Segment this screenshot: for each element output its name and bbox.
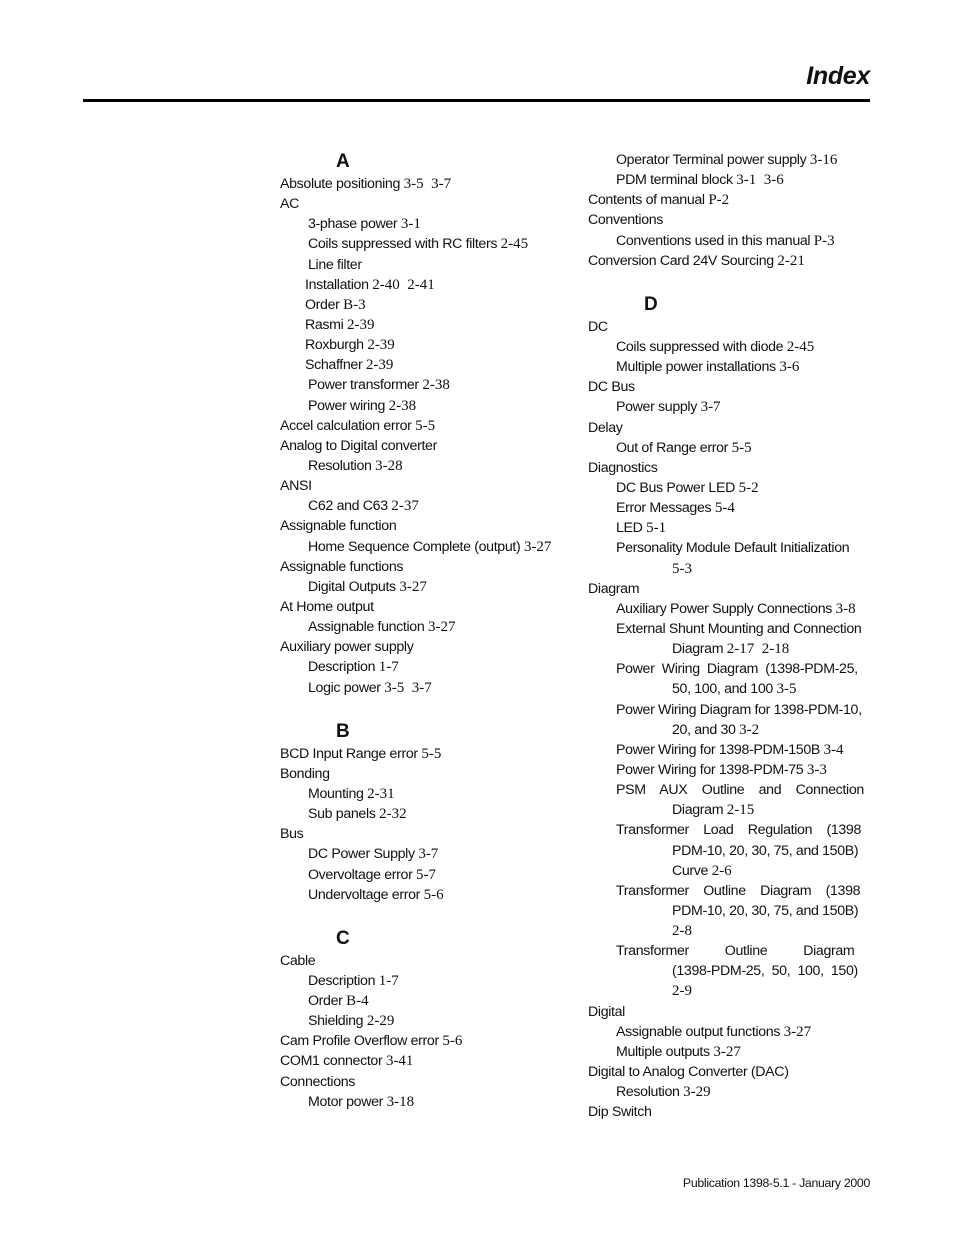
index-entry-term: Digital [588,1003,625,1020]
index-entry-term: Out of Range error [616,439,732,456]
index-entry [588,210,870,230]
index-entry-page-ref[interactable]: 5-3 [672,560,692,577]
index-entry-page-ref[interactable]: 2-38 [422,377,450,394]
index-entry [588,961,870,981]
index-entry-term: Power Wiring Diagram (1398-PDM-25, [616,661,858,678]
index-entry-term: COM1 connector [280,1053,386,1070]
index-entry-term: ANSI [280,478,312,495]
header-rule [83,99,870,102]
index-entry-term: Description [308,659,379,676]
index-entry [280,865,575,885]
index-entry-term: Order [308,993,347,1010]
index-entry [280,255,575,275]
section-letter-heading: B [336,720,350,742]
page-title: Index [806,62,870,90]
index-entry [280,1011,575,1031]
index-entry-term: Coils suppressed with diode [616,338,787,355]
index-entry-term: Cable [280,952,316,969]
index-entry-term: Assignable function [308,619,428,636]
index-entry [280,844,575,864]
index-entry-page-ref[interactable]: 5-5 [421,745,442,762]
publication-footer: Publication 1398-5.1 - January 2000 [682,1176,870,1190]
index-entry-term: 20, and 30 [672,721,740,738]
index-entry [280,1031,575,1051]
index-entry-page-ref[interactable]: 3-6 [779,359,800,376]
index-entry-page-ref[interactable]: 2-39 [347,316,375,333]
index-entry-term: Connections [280,1073,356,1090]
section-spacer [588,271,870,293]
index-entry [280,784,575,804]
index-entry [588,820,870,840]
index-entry-page-ref[interactable]: 3-2 [739,721,760,738]
index-entry-term: Transformer Outline Diagram (1398 [616,882,861,899]
index-entry [588,700,870,720]
index-entry-term: Logic power [308,679,385,696]
index-entry [588,518,870,538]
index-entry [588,317,870,337]
index-entry-term: Resolution [308,457,376,474]
index-entry [280,637,575,657]
index-entry [588,599,870,619]
index-entry-page-ref[interactable]: P-3 [813,232,835,249]
index-entry [588,659,870,679]
index-entry [588,397,870,417]
index-entry-page-ref[interactable]: 3-28 [375,457,403,474]
index-entry [588,720,870,740]
index-entry-term: AC [280,196,300,213]
index-entry-term: Bus [280,826,304,843]
index-entry [588,780,870,800]
index-entry [588,679,870,699]
index-entry [588,1002,870,1022]
index-entry [280,295,575,315]
index-entry [588,740,870,760]
index-entry-term: Multiple outputs [616,1043,714,1060]
index-entry-page-ref[interactable]: 3-41 [385,1053,414,1070]
index-entry-page-ref[interactable]: 5-1 [646,520,667,537]
index-entry-page-ref[interactable]: 3-18 [386,1093,415,1110]
index-entry [588,921,870,941]
index-entry-term: Power transformer [308,377,423,394]
index-entry [588,639,870,659]
index-entry-term: Conventions [588,212,664,229]
index-entry [588,941,870,961]
index-entry [588,800,870,820]
index-entry-term: Assignable functions [280,558,404,575]
index-entry [588,498,870,518]
index-entry-term: 50, 100, and 100 [672,681,777,698]
index-entry [588,337,870,357]
index-entry [588,1062,870,1082]
index-entry-page-ref[interactable]: 2-29 [366,1013,395,1030]
index-entry-term: Assignable function [280,518,397,535]
index-entry-term: PDM-10, 20, 30, 75, and 150B) [672,842,859,859]
index-entry [588,377,870,397]
index-entry-term: DC [588,318,608,335]
index-entry [280,1051,575,1071]
index-entry-page-ref[interactable]: 3-1 [400,216,421,233]
index-entry [280,456,575,476]
index-entry [280,335,575,355]
index-entry [588,538,870,558]
index-entry [280,657,575,677]
index-entry-term: Installation [305,276,373,293]
index-entry-page-ref[interactable]: 3-7 [418,846,439,863]
index-entry-term: Absolute positioning [280,176,404,192]
index-entry [280,577,575,597]
index-entry-term: Diagnostics [588,459,658,476]
index-entry-page-ref[interactable]: 3-7 [700,399,721,416]
index-entry [588,190,870,210]
index-entry [588,901,870,921]
index-entry-page-ref[interactable]: B-4 [346,993,369,1010]
index-entry [280,416,575,436]
index-entry-term: BCD Input Range error [280,745,422,762]
index-entry-term: Multiple power installations [616,359,780,376]
index-entry [280,436,575,456]
index-entry-page-ref[interactable]: 3-27 [523,538,552,555]
index-entry [280,194,575,214]
index-entry [588,251,870,271]
index-entry [280,315,575,335]
index-entry-term: Rasmi [305,316,348,333]
index-entry-page-ref[interactable]: 2-38 [388,397,417,414]
index-entry-page-ref[interactable]: 2-9 [672,983,692,1000]
index-entry [588,357,870,377]
index-entry [588,478,870,498]
index-entry-page-ref[interactable]: 5-4 [714,500,735,517]
index-entry [588,881,870,901]
index-entry-page-ref[interactable]: 2-45 [786,338,815,355]
index-entry-page-ref[interactable]: 3-1 3-6 [736,172,784,189]
index-entry-term: 3-phase power [308,216,401,233]
section-spacer [280,698,575,720]
index-entry [588,1082,870,1102]
index-entry-term: Mounting [308,785,368,802]
index-entry-term: DC Bus [588,379,635,396]
index-entry [588,619,870,639]
index-entry [280,1072,575,1092]
index-entry-term: Resolution [616,1084,684,1101]
index-entry-page-ref[interactable]: 3-27 [399,578,427,595]
index-entry-term: Curve [672,862,712,879]
index-entry-term: Auxiliary power supply [280,639,414,656]
index-entry-term: Power Wiring Diagram for 1398-PDM-10, [616,701,862,718]
index-entry [280,804,575,824]
section-letter-heading: A [336,151,350,172]
index-entry-term: Power supply [616,399,701,416]
index-entry-term: DC Power Supply [308,846,419,863]
index-entry-term: Diagram [672,641,727,658]
index-entry [280,557,575,577]
index-entry-page-ref[interactable]: 3-4 [823,741,844,758]
index-entry-page-ref[interactable]: 2-39 [367,337,395,354]
index-entry-term: Motor power [308,1093,387,1110]
index-entry-page-ref[interactable]: 3-8 [835,600,856,617]
section-letter-heading: C [336,927,350,949]
index-entry-term: (1398-PDM-25, 50, 100, 150) [672,963,858,980]
index-entry [588,418,870,438]
index-entry-term: Dip Switch [588,1104,652,1121]
index-entry-term: PDM terminal block [616,172,737,189]
index-entry-term: Undervoltage error [308,886,424,903]
index-entry-term: Analog to Digital converter [280,437,437,454]
index-entry [280,971,575,991]
index-entry-term: Overvoltage error [308,866,417,883]
index-entry [280,744,575,764]
index-entry-page-ref[interactable]: 3-5 [776,681,797,698]
index-entry-term: Auxiliary Power Supply Connections [616,600,836,617]
index-entry-term: Error Messages [616,500,715,517]
index-entry [280,885,575,905]
index-entry-term: Conversion Card 24V Sourcing [588,252,778,269]
index-entry [280,537,575,557]
index-entry-term: Accel calculation error [280,417,416,434]
index-entry-term: Schaffner [305,357,366,374]
index-entry [588,841,870,861]
index-entry-term: Sub panels [308,806,380,823]
index-entry-term: At Home output [280,598,374,615]
index-entry-term: Conventions used in this manual [616,232,814,249]
index-entry-page-ref[interactable]: 3-27 [427,619,456,636]
index-entry-term: Order [305,296,344,313]
index-entry-term: Digital Outputs [308,578,400,595]
index-column-left [280,150,575,1112]
index-entry-page-ref[interactable]: 3-27 [783,1023,812,1040]
index-entry-page-ref[interactable]: 2-31 [367,785,395,802]
index-entry-term: Home Sequence Complete (output) [308,538,524,555]
index-entry [280,764,575,784]
index-column-right [588,150,870,1122]
index-entry [280,375,575,395]
index-entry-page-ref[interactable]: 2-6 [711,862,732,879]
index-entry [280,824,575,844]
index-entry-term: PDM-10, 20, 30, 75, and 150B) [672,902,859,919]
index-entry [588,559,870,579]
index-entry-term: Shielding [308,1013,367,1030]
index-entry-page-ref[interactable]: B-3 [343,296,366,313]
index-entry [588,150,870,170]
index-entry-page-ref[interactable]: 1-7 [378,659,399,676]
index-entry-page-ref[interactable]: 1-7 [378,972,399,989]
index-entry [280,355,575,375]
index-entry-page-ref[interactable]: 3-3 [806,761,827,778]
index-entry [280,617,575,637]
index-entry [588,579,870,599]
section-letter-heading: D [644,293,658,315]
index-entry-term: LED [616,520,647,537]
index-entry-term: Assignable output functions [616,1023,784,1040]
index-entry [588,1042,870,1062]
index-entry-term: Bonding [280,765,330,782]
index-entry-page-ref[interactable]: 5-5 [415,417,436,434]
index-entry-page-ref[interactable]: 5-5 [731,439,752,456]
index-entry-page-ref[interactable]: 5-6 [442,1033,463,1050]
index-entry [280,275,575,295]
index-entry-page-ref[interactable]: 2-17 2-18 [726,641,790,658]
index-entry [588,458,870,478]
index-entry-page-ref[interactable]: 5-2 [738,479,759,496]
index-entry [280,516,575,536]
index-entry [588,1102,870,1122]
index-entry-term: Delay [588,419,623,436]
index-entry [588,438,870,458]
index-entry-term: Diagram [588,580,640,597]
index-entry-page-ref[interactable]: 3-27 [713,1043,741,1060]
index-entry-page-ref[interactable]: 3-5 3-7 [384,679,432,696]
index-entry-page-ref[interactable]: 3-29 [683,1084,711,1101]
index-entry [588,1022,870,1042]
index-entry [280,991,575,1011]
index-entry-term: Power Wiring for 1398-PDM-75 [616,761,807,778]
index-entry [588,170,870,190]
index-entry [280,234,575,254]
index-entry-page-ref[interactable]: 2-39 [365,357,394,374]
index-entry-term: Power wiring [308,397,389,414]
index-entry-page-ref[interactable]: 2-8 [672,923,692,940]
index-entry-page-ref[interactable]: 5-7 [416,866,437,883]
index-entry [280,951,575,971]
index-entry-term: Cam Profile Overflow error [280,1033,443,1050]
index-entry-term: Diagram [672,802,727,819]
index-entry-term: Power Wiring for 1398-PDM-150B [616,741,824,758]
index-entry [280,476,575,496]
index-entry-term: PSM AUX Outline and Connection [616,782,864,799]
index-entry-page-ref[interactable]: 5-6 [423,886,444,903]
index-entry-term: Description [308,972,379,989]
index-entry-page-ref[interactable]: 2-40 2-41 [372,276,435,293]
index-entry-page-ref[interactable]: 3-5 3-7 [403,176,452,192]
index-entry-page-ref[interactable]: 2-37 [391,498,419,515]
index-entry-page-ref[interactable]: 3-16 [809,152,838,168]
index-entry [280,496,575,516]
index-entry-page-ref[interactable]: P-2 [708,192,730,209]
index-entry [280,597,575,617]
index-entry-term: Transformer Outline Diagram [616,943,855,960]
index-entry-page-ref[interactable]: 2-32 [379,806,407,823]
index-entry-term: Line filter [308,256,362,273]
index-entry [280,1092,575,1112]
index-entry-term: Digital to Analog Converter (DAC) [588,1064,789,1081]
index-entry-term: Operator Terminal power supply [616,152,810,168]
index-entry [588,861,870,881]
index-entry-term: Transformer Load Regulation (1398 [616,822,862,839]
index-entry [280,174,575,194]
index-entry-term: DC Bus Power LED [616,479,739,496]
index-entry-term: Coils suppressed with RC filters [308,236,501,253]
index-entry-page-ref[interactable]: 2-15 [726,802,755,819]
index-entry [280,396,575,416]
section-spacer [280,905,575,927]
index-entry-page-ref[interactable]: 2-45 [500,236,529,253]
index-entry-term: C62 and C63 [308,498,392,515]
index-entry-term: External Shunt Mounting and Connection [616,620,862,637]
index-entry-term: Contents of manual [588,192,709,209]
index-entry-term: Roxburgh [305,337,368,354]
index-entry [280,678,575,698]
index-entry [588,231,870,251]
index-entry [588,760,870,780]
index-entry [588,981,870,1001]
index-entry-page-ref[interactable]: 2-21 [777,252,805,269]
index-entry [280,214,575,234]
index-entry-term: Personality Module Default Initialization [616,540,850,557]
